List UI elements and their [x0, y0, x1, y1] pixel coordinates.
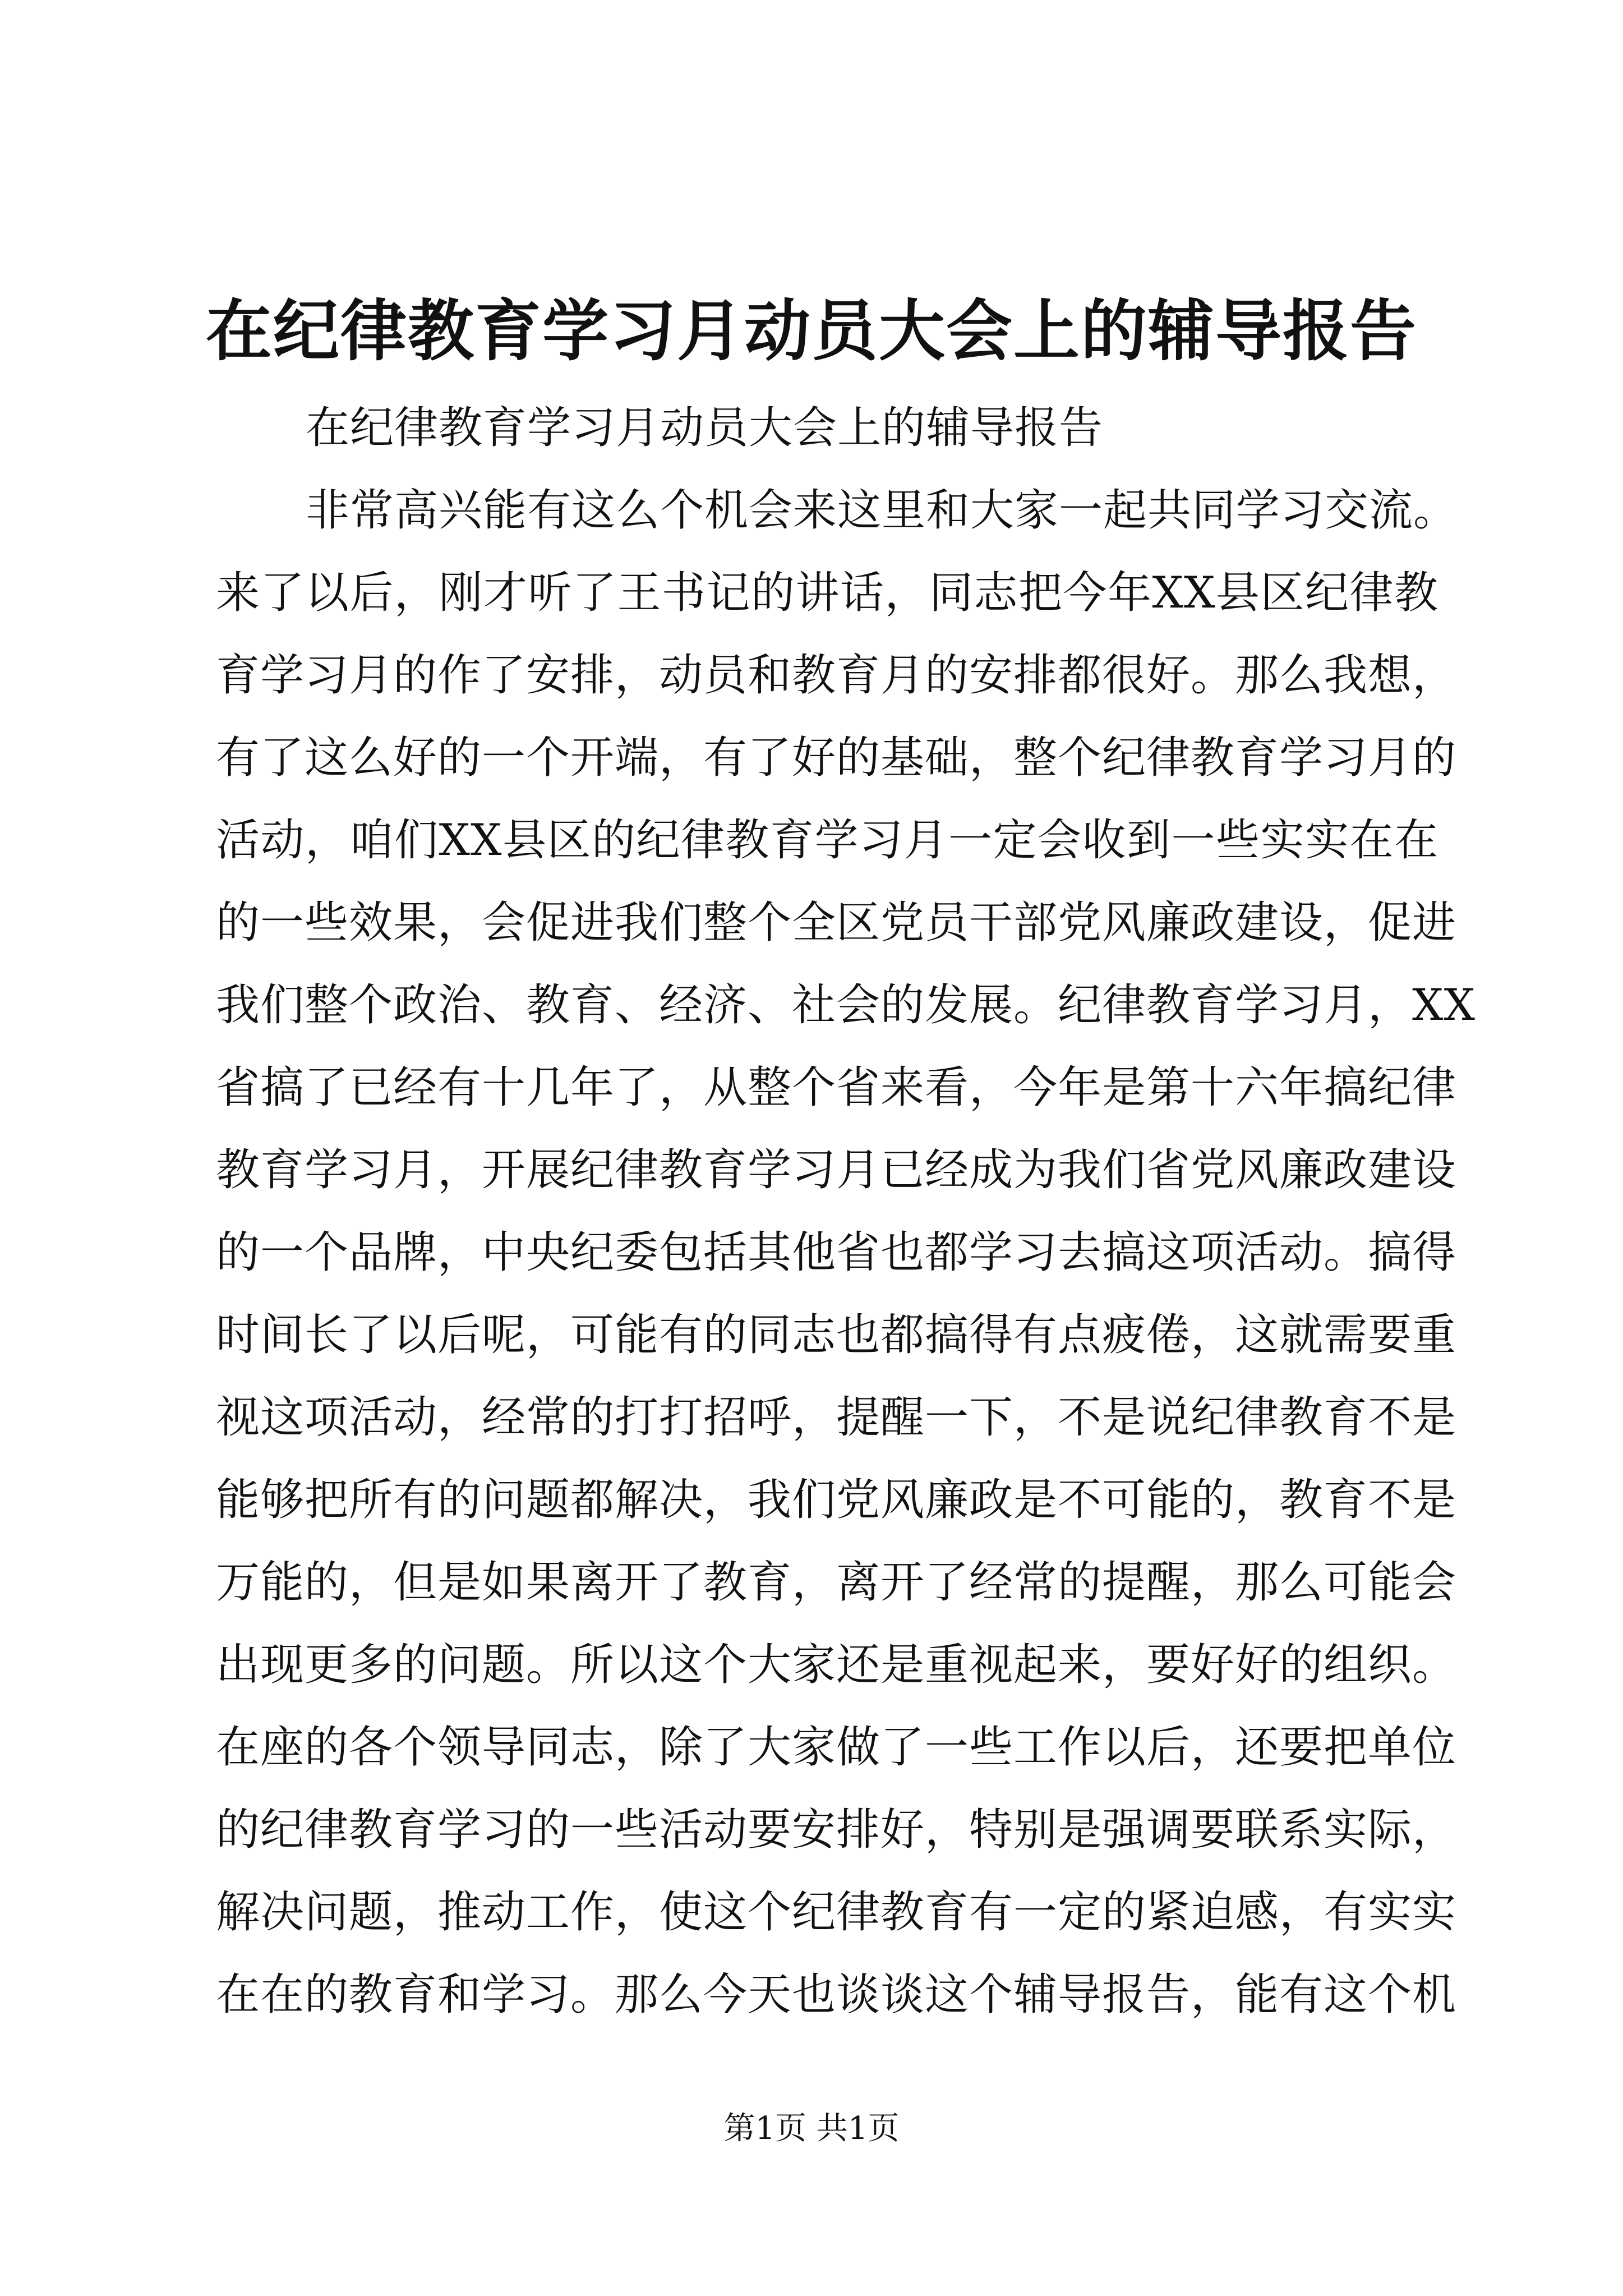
body-line: 的纪律教育学习的一些活动要安排好，特别是强调要联系实际， — [216, 1805, 1457, 1855]
body-line: 解决问题，推动工作，使这个纪律教育有一定的紧迫感，有实实 — [216, 1887, 1457, 1938]
body-line: 的一些效果，会促进我们整个全区党员干部党风廉政建设，促进 — [216, 898, 1457, 948]
document-title: 在纪律教育学习月动员大会上的辅导报告 — [205, 292, 1417, 370]
document-body — [216, 387, 1476, 2036]
body-line: 视这项活动，经常的打打招呼，提醒一下，不是说纪律教育不是 — [216, 1392, 1457, 1443]
body-line: 在在的教育和学习。那么今天也谈谈这个辅导报告，能有这个机 — [216, 1970, 1457, 2020]
body-line: 育学习月的作了安排，动员和教育月的安排都很好。那么我想， — [216, 650, 1457, 701]
body-line: 能够把所有的问题都解决，我们党风廉政是不可能的，教育不是 — [216, 1475, 1457, 1525]
body-line: 我们整个政治、教育、经济、社会的发展。纪律教育学习月，XX — [216, 980, 1476, 1030]
body-line: 教育学习月，开展纪律教育学习月已经成为我们省党风廉政建设 — [216, 1145, 1457, 1195]
body-line: 省搞了已经有十几年了，从整个省来看，今年是第十六年搞纪律 — [216, 1062, 1457, 1113]
page-number-footer: 第1页 共1页 — [723, 2110, 900, 2147]
body-line: 在纪律教育学习月动员大会上的辅导报告 — [306, 403, 1104, 453]
body-line: 时间长了以后呢，可能有的同志也都搞得有点疲倦，这就需要重 — [216, 1310, 1457, 1360]
body-line: 万能的，但是如果离开了教育，离开了经常的提醒，那么可能会 — [216, 1557, 1457, 1608]
body-line: 来了以后，刚才听了王书记的讲话，同志把今年XX县区纪律教 — [216, 568, 1438, 618]
body-line: 在座的各个领导同志，除了大家做了一些工作以后，还要把单位 — [216, 1722, 1457, 1773]
body-line: 活动，咱们XX县区的纪律教育学习月一定会收到一些实实在在 — [216, 815, 1438, 866]
body-line: 非常高兴能有这么个机会来这里和大家一起共同学习交流。 — [306, 485, 1458, 536]
body-line: 有了这么好的一个开端，有了好的基础，整个纪律教育学习月的 — [216, 733, 1457, 783]
body-line: 出现更多的问题。所以这个大家还是重视起来，要好好的组织。 — [216, 1640, 1457, 1690]
body-line: 的一个品牌，中央纪委包括其他省也都学习去搞这项活动。搞得 — [216, 1227, 1457, 1278]
